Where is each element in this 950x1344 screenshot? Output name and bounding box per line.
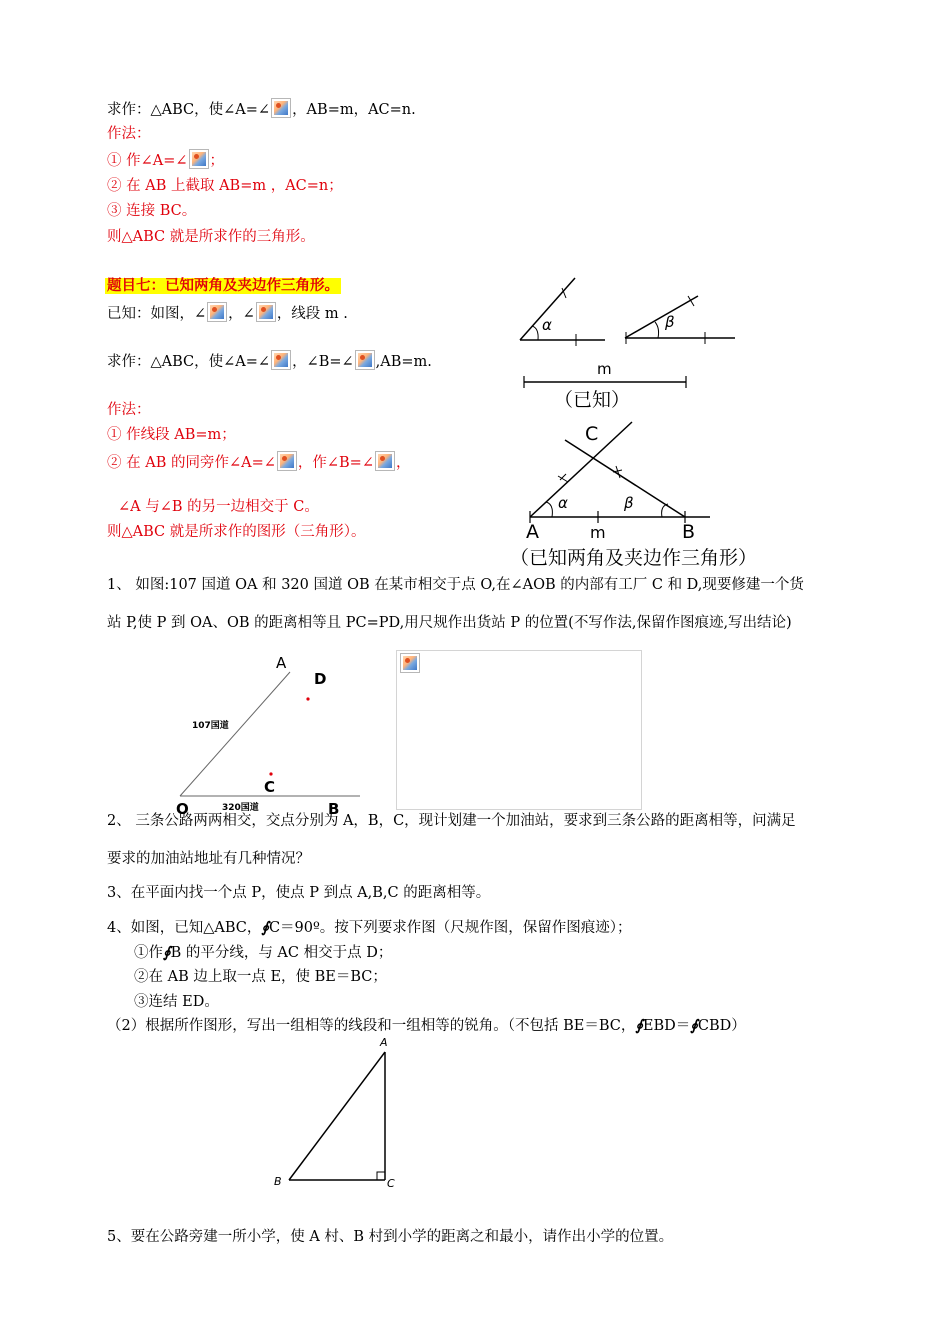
m-label: m bbox=[597, 360, 612, 378]
t7-step-3: ∠A 与∠B 的另一边相交于 C。 bbox=[118, 499, 319, 515]
label-beta: β bbox=[624, 494, 634, 512]
angle-glyph-icon: ∮ bbox=[690, 1017, 698, 1034]
zuofa-label-2: 作法： bbox=[107, 402, 151, 418]
vertex-a: A bbox=[526, 521, 539, 543]
q4-step-2: ②在 AB 边上取一点 E，使 BE＝BC； bbox=[134, 969, 387, 985]
beta-label: β bbox=[665, 313, 675, 331]
angle-glyph-icon: ∮ bbox=[261, 919, 269, 936]
q4-step-1: ①作∮B 的平分线，与 AC 相交于点 D； bbox=[134, 944, 393, 961]
broken-image-icon bbox=[277, 451, 297, 471]
zuofa-label: 作法： bbox=[107, 126, 151, 142]
qiuzuo-line-2: 求作：△ABC，使∠A=∠ ，∠B=∠ ,AB=m. bbox=[107, 350, 432, 372]
beta-arc bbox=[655, 322, 659, 338]
triangle-caption: （已知两角及夹边作三角形） bbox=[510, 547, 758, 569]
alpha-arc bbox=[532, 326, 538, 340]
q3-line: 3、在平面内找一个点 P，使点 P 到点 A,B,C 的距离相等。 bbox=[107, 885, 491, 901]
angle-glyph-icon: ∮ bbox=[635, 1017, 643, 1034]
triangle-construction-figure bbox=[510, 420, 800, 570]
point-d-label: D bbox=[314, 670, 327, 688]
q4-intro: 4、如图，已知△ABC，∮C＝90º。按下列要求作图（尺规作图，保留作图痕迹）； bbox=[107, 919, 632, 936]
known-line: 已知：如图，∠ ，∠ ，线段 m . bbox=[107, 302, 348, 324]
broken-image-icon bbox=[355, 350, 375, 370]
step-1: ① 作∠A=∠ ； bbox=[107, 149, 224, 171]
point-b-label: B bbox=[328, 800, 340, 818]
section-title: 题目七：已知两角及夹边作三角形。 bbox=[107, 278, 339, 294]
side-ab bbox=[289, 1052, 385, 1180]
q4-part-2: （2）根据所作图形，写出一组相等的线段和一组相等的锐角。（不包括 BE＝BC，∮EBD＝∮CBD） bbox=[107, 1017, 746, 1034]
q1-line-1: 1、 如图:107 国道 OA 和 320 国道 OB 在某市相交于点 O,在∠AOB 的内部有工厂 C 和 D,现要修建一个货 bbox=[107, 577, 804, 593]
broken-image-icon bbox=[400, 653, 420, 673]
broken-image-icon bbox=[271, 98, 291, 118]
broken-image-icon bbox=[375, 451, 395, 471]
vertex-a-label: A bbox=[380, 1036, 388, 1049]
qiuzuo-line: 求作：△ABC，使∠A=∠ ，AB=m，AC=n. bbox=[107, 98, 416, 120]
known-angles-figure bbox=[510, 270, 750, 420]
point-c-label: C bbox=[264, 778, 276, 796]
road-figure bbox=[160, 650, 390, 820]
broken-image-icon bbox=[271, 350, 291, 370]
known-caption: （已知） bbox=[554, 389, 631, 411]
angle-glyph-icon: ∮ bbox=[163, 944, 171, 961]
mark-1 bbox=[558, 474, 568, 482]
step-2: ② 在 AB 上截取 AB=m ，AC=n； bbox=[107, 178, 343, 194]
q1-line-2: 站 P,使 P 到 OA、OB 的距离相等且 PC=PD,用尺规作出货站 P 的位置(不写作法,保留作图痕迹,写出结论) bbox=[107, 615, 792, 631]
point-o-label: O bbox=[176, 800, 189, 818]
vertex-c: C bbox=[585, 423, 599, 445]
label-m: m bbox=[590, 523, 606, 542]
point-c bbox=[269, 772, 272, 775]
point-d bbox=[306, 697, 309, 700]
broken-image-icon bbox=[189, 149, 209, 169]
t7-step-2: ② 在 AB 的同旁作∠A=∠ ，作∠B=∠ ， bbox=[107, 451, 410, 473]
vertex-c-label: C bbox=[387, 1177, 395, 1190]
q5-line: 5、要在公路旁建一所小学，使 A 村、B 村到小学的距离之和最小，请作出小学的位置。 bbox=[107, 1229, 674, 1245]
q2-line-1: 2、 三条公路两两相交，交点分别为 A，B，C，现计划建一个加油站，要求到三条公路的距离相等，问满足 bbox=[107, 813, 796, 829]
right-angle-mark bbox=[377, 1172, 385, 1180]
t7-conclusion: 则△ABC 就是所求作的图形（三角形）。 bbox=[107, 524, 366, 540]
image-placeholder-frame bbox=[396, 650, 642, 810]
right-triangle-figure bbox=[265, 1030, 405, 1200]
vertex-b-label: B bbox=[274, 1175, 282, 1188]
q2-line-2: 要求的加油站地址有几种情况？ bbox=[107, 851, 310, 867]
vertex-b: B bbox=[682, 521, 696, 543]
beta-ray bbox=[625, 296, 698, 338]
step-3: ③ 连接 BC。 bbox=[107, 203, 197, 219]
road-107-label: 107国道 bbox=[192, 721, 229, 731]
broken-image-icon bbox=[207, 302, 227, 322]
road-320-label: 320国道 bbox=[222, 803, 259, 813]
t7-step-1: ① 作线段 AB=m； bbox=[107, 427, 236, 443]
conclusion: 则△ABC 就是所求作的三角形。 bbox=[107, 229, 315, 245]
arc-alpha bbox=[546, 502, 552, 517]
alpha-label: α bbox=[542, 316, 552, 334]
q4-step-3: ③连结 ED。 bbox=[134, 994, 219, 1010]
point-a-label: A bbox=[276, 654, 287, 672]
label-alpha: α bbox=[558, 494, 568, 512]
broken-image-icon bbox=[256, 302, 276, 322]
